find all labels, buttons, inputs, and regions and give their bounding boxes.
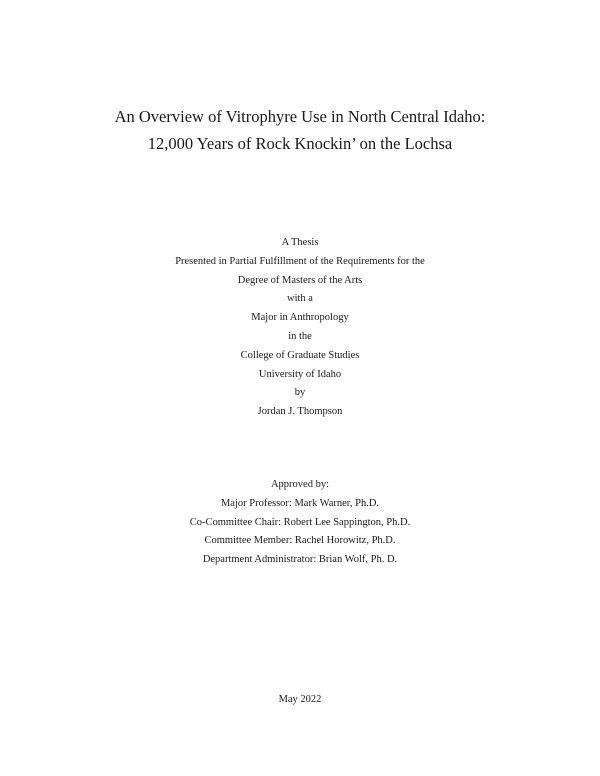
major-professor: Major Professor: Mark Warner, Ph.D. (220, 497, 380, 509)
department-administrator: Department Administrator: Brian Wolf, Ph. D. (202, 554, 398, 566)
title-line-1: An Overview of Vitrophyre Use in North Central Idaho: (114, 107, 486, 126)
degree-name: Degree of Masters of the Arts (237, 274, 363, 286)
date-section (0, 691, 600, 710)
college-name: College of Graduate Studies (240, 349, 360, 361)
thesis-type: A Thesis (281, 237, 319, 248)
thesis-title (0, 103, 600, 157)
thesis-connector-with: with a (287, 293, 313, 305)
major-name: Major in Anthropology (251, 312, 349, 324)
co-committee-chair: Co-Committee Chair: Robert Lee Sappington, Ph.D. (189, 516, 411, 528)
author-name: Jordan J. Thompson (257, 406, 343, 418)
title-line-2: 12,000 Years of Rock Knockin’ on the Lochsa (147, 134, 453, 153)
thesis-purpose: Presented in Partial Fulfillment of the Requirements for the (175, 255, 425, 267)
approval-heading: Approved by: (270, 479, 330, 490)
thesis-connector-by: by (294, 387, 306, 399)
approval-section (0, 476, 600, 570)
thesis-statement (0, 234, 600, 422)
thesis-connector-in: in the (288, 330, 312, 342)
committee-member: Committee Member: Rachel Horowitz, Ph.D. (204, 535, 396, 547)
submission-date: May 2022 (278, 694, 322, 705)
university-name: University of Idaho (258, 368, 342, 380)
